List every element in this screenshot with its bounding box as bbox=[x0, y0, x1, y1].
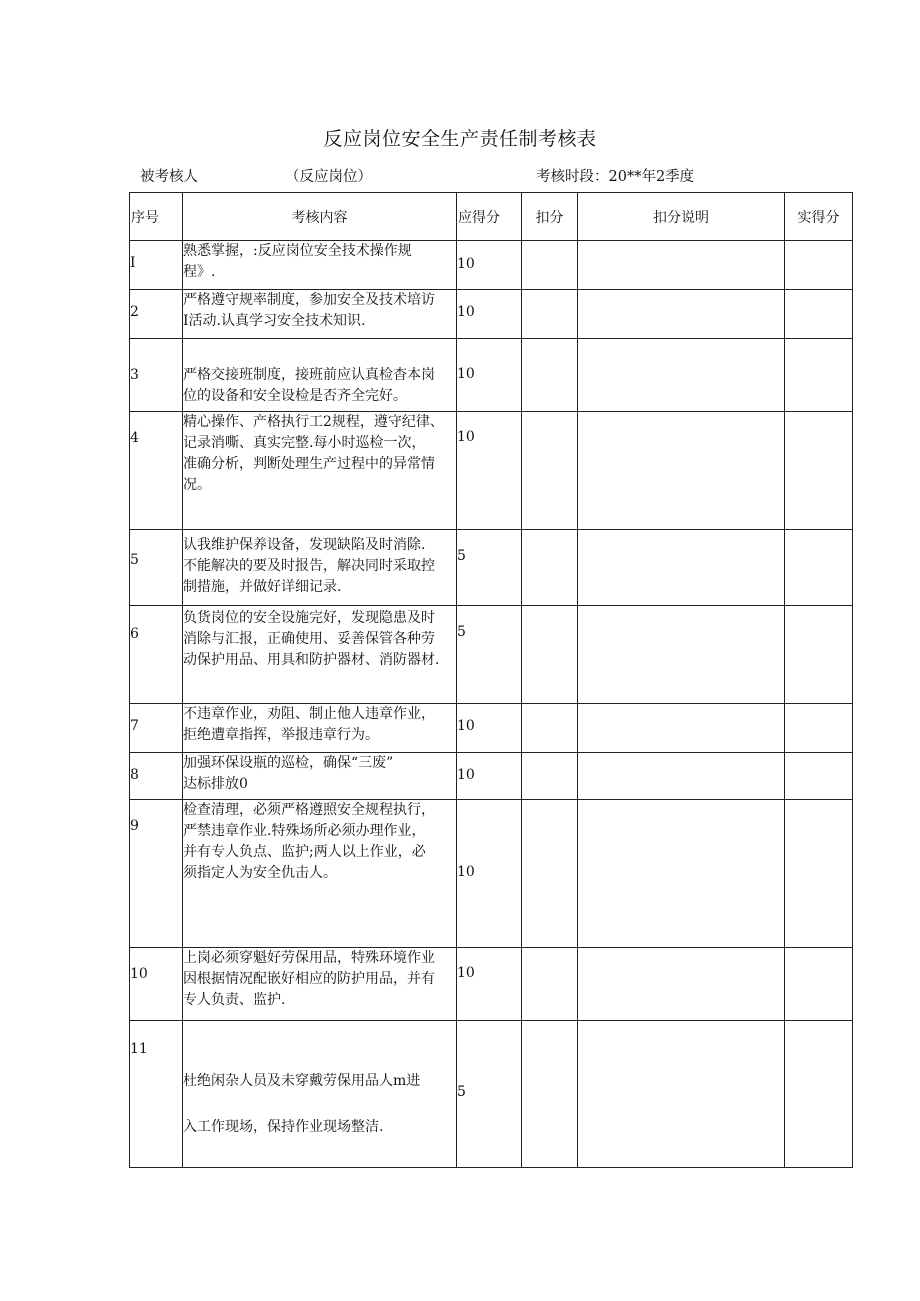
row-no: 6 bbox=[130, 606, 183, 704]
content-line: 加强环保设瓶的巡检，确保“三废” bbox=[183, 755, 394, 771]
content-line: 严格遵守规率制度，参加安全及技术培访 bbox=[183, 292, 435, 308]
row-content bbox=[183, 800, 457, 948]
row-no: 5 bbox=[130, 530, 183, 606]
row-no: I bbox=[130, 241, 183, 290]
table-row bbox=[130, 948, 853, 1021]
content-line: 杜绝闲杂人员及未穿戴劳保用品人m进 bbox=[183, 1073, 421, 1089]
content-line: 因根据情况配嵌好相应的防护用品，并有 bbox=[183, 971, 435, 987]
row-content bbox=[183, 241, 457, 290]
table-row bbox=[130, 606, 853, 704]
deduct-cell bbox=[522, 800, 578, 948]
deduct-cell bbox=[522, 339, 578, 412]
content-line: 严格交接班制度，接班前应认真检杳本岗 bbox=[183, 367, 435, 383]
actual-cell bbox=[785, 1021, 853, 1168]
table-row bbox=[130, 530, 853, 606]
header-row bbox=[130, 193, 853, 241]
note-cell bbox=[578, 241, 785, 290]
position-label: （反应岗位） bbox=[285, 169, 372, 185]
content-line: 动保护用品、用具和防护器材、消防器材. bbox=[183, 652, 440, 668]
row-content bbox=[183, 339, 457, 412]
row-score: 5 bbox=[457, 606, 522, 704]
header-content: 考核内容 bbox=[183, 193, 457, 241]
row-score: 10 bbox=[457, 290, 522, 339]
actual-cell bbox=[785, 800, 853, 948]
content-line: 负货岗位的安全设施完好，发现隐患及时 bbox=[183, 610, 435, 626]
content-line: 严禁违章作业.特殊场所必须办理作业， bbox=[183, 823, 426, 839]
table-row bbox=[130, 412, 853, 530]
content-line: 拒绝遭章指挥，举报违章行为。 bbox=[183, 727, 379, 743]
row-score: 10 bbox=[457, 339, 522, 412]
period-label: 考核时段：20**年2季度 bbox=[536, 169, 695, 185]
assessment-table bbox=[129, 192, 853, 1168]
deduct-cell bbox=[522, 412, 578, 530]
row-no: 8 bbox=[130, 753, 183, 800]
content-line: 须指定人为安全仇击人。 bbox=[183, 865, 337, 881]
table-row bbox=[130, 290, 853, 339]
row-content bbox=[183, 606, 457, 704]
row-no: 3 bbox=[130, 339, 183, 412]
content-line: 并有专人负点、监护;两人以上作业，必 bbox=[183, 844, 426, 860]
content-line: 不违章作业，劝阻、制止他人违章作业， bbox=[183, 706, 435, 722]
content-line: 精心操作、产格执行工2规程，遵守纪律、 bbox=[183, 414, 444, 430]
table-row bbox=[130, 753, 853, 800]
deduct-cell bbox=[522, 1021, 578, 1168]
row-score: 10 bbox=[457, 948, 522, 1021]
content-line: 程》. bbox=[183, 264, 216, 280]
content-line: I活动.认真学习安全技术知识. bbox=[183, 313, 366, 329]
content-line: 记录消嘶、真实完整.每小时巡检一次， bbox=[183, 435, 426, 451]
table-row bbox=[130, 704, 853, 753]
content-line: 准确分析，判断处理生产过程中的异常情 bbox=[183, 456, 435, 472]
deduct-cell bbox=[522, 606, 578, 704]
row-score: 10 bbox=[457, 412, 522, 530]
deduct-cell bbox=[522, 241, 578, 290]
note-cell bbox=[578, 412, 785, 530]
content-line: 制措施，并做好详细记录. bbox=[183, 579, 342, 595]
actual-cell bbox=[785, 704, 853, 753]
header-deduct: 扣分 bbox=[522, 193, 578, 241]
header-actual: 实得分 bbox=[785, 193, 853, 241]
row-no: 9 bbox=[130, 800, 183, 948]
content-line: 上岗必须穿魁好劳保用品，特殊环境作业 bbox=[183, 950, 435, 966]
row-score: 10 bbox=[457, 704, 522, 753]
row-score: 5 bbox=[457, 1021, 522, 1168]
row-no: 4 bbox=[130, 412, 183, 530]
row-score: 10 bbox=[457, 753, 522, 800]
table-row bbox=[130, 800, 853, 948]
actual-cell bbox=[785, 290, 853, 339]
table-row bbox=[130, 241, 853, 290]
deduct-cell bbox=[522, 704, 578, 753]
content-line: 认我维护保养设备，发现缺陷及时消除. bbox=[183, 537, 426, 553]
note-cell bbox=[578, 1021, 785, 1168]
row-score: 10 bbox=[457, 241, 522, 290]
table-row bbox=[130, 339, 853, 412]
actual-cell bbox=[785, 753, 853, 800]
row-content bbox=[183, 704, 457, 753]
content-line: 达标排放0 bbox=[183, 776, 248, 792]
row-no: 7 bbox=[130, 704, 183, 753]
content-line: 位的设备和安全设检是否齐全完好。 bbox=[183, 388, 407, 404]
content-line: 专人负责、监护. bbox=[183, 992, 286, 1008]
note-cell bbox=[578, 290, 785, 339]
actual-cell bbox=[785, 241, 853, 290]
row-content bbox=[183, 753, 457, 800]
table-row bbox=[130, 1021, 853, 1168]
note-cell bbox=[578, 800, 785, 948]
row-content bbox=[183, 530, 457, 606]
note-cell bbox=[578, 339, 785, 412]
row-score: 5 bbox=[457, 530, 522, 606]
row-content bbox=[183, 412, 457, 530]
header-no: 序号 bbox=[130, 193, 183, 241]
note-cell bbox=[578, 530, 785, 606]
note-cell bbox=[578, 606, 785, 704]
content-line: 熟悉掌握，:反应岗位安全技术操作规 bbox=[183, 243, 412, 259]
row-no: 10 bbox=[130, 948, 183, 1021]
content-line: 消除与汇报，正确使用、妥善保管各种劳 bbox=[183, 631, 435, 647]
content-line: 况。 bbox=[183, 477, 211, 493]
row-no: 11 bbox=[130, 1021, 183, 1168]
content-line: 入工作现场，保持作业现场整洁. bbox=[183, 1119, 384, 1135]
deduct-cell bbox=[522, 753, 578, 800]
header-note: 扣分说明 bbox=[578, 193, 785, 241]
row-content bbox=[183, 290, 457, 339]
row-no: 2 bbox=[130, 290, 183, 339]
examinee-label: 被考核人 bbox=[140, 169, 198, 185]
deduct-cell bbox=[522, 948, 578, 1021]
note-cell bbox=[578, 948, 785, 1021]
actual-cell bbox=[785, 948, 853, 1021]
actual-cell bbox=[785, 412, 853, 530]
row-content bbox=[183, 1021, 457, 1168]
actual-cell bbox=[785, 339, 853, 412]
content-line: 不能解决的要及时报告，解决同时采取控 bbox=[183, 558, 435, 574]
note-cell bbox=[578, 753, 785, 800]
row-content bbox=[183, 948, 457, 1021]
actual-cell bbox=[785, 530, 853, 606]
note-cell bbox=[578, 704, 785, 753]
actual-cell bbox=[785, 606, 853, 704]
header-score: 应得分 bbox=[457, 193, 522, 241]
form-title: 反应岗位安全生产责任制考核表 bbox=[323, 128, 597, 150]
content-line: 检查清理，必须严格遵照安全规程执行， bbox=[183, 802, 435, 818]
deduct-cell bbox=[522, 290, 578, 339]
deduct-cell bbox=[522, 530, 578, 606]
row-score: 10 bbox=[457, 800, 522, 948]
